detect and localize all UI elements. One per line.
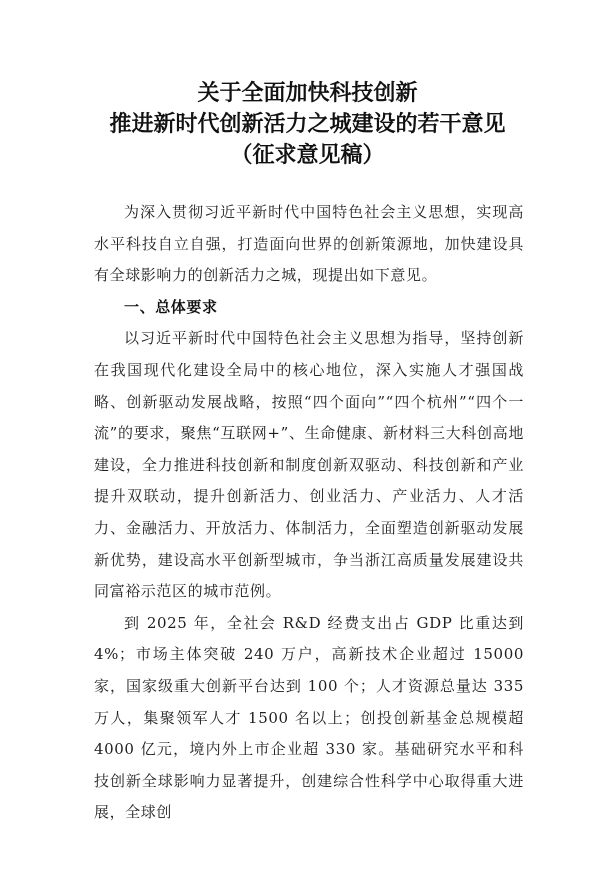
document-title	[0, 78, 615, 171]
title-line-1: 关于全面加快科技创新	[197, 80, 418, 106]
title-line-2: 推进新时代创新活力之城建设的若干意见	[109, 111, 506, 137]
section-heading: 一、总体要求	[124, 297, 218, 316]
title-line-3: （征求意见稿）	[230, 142, 385, 168]
document-body	[94, 197, 524, 829]
intro-paragraph: 为深入贯彻习近平新时代中国特色社会主义思想，实现高水平科技自立自强，打造面向世界的创新策源地，加快建设具有全球影响力的创新活力之城，现提出如下意见。	[94, 203, 524, 285]
section-paragraph-2: 到 2025 年，全社会 R&D 经费支出占 GDP 比重达到 4%；市场主体突破 240 万户，高新技术企业超过 15000 家，国家级重大创新平台达到 100 个；人才资源总量达 335 万人，集聚领军人才 1500 名以上；创投创新基金总规模超 4000 亿元，境内外上市企业超 330 家。基础研究水平和科技创新全球影响力显著提升，创建综合性科学中心取得重大进展，全球创	[94, 613, 524, 822]
section-paragraph-1: 以习近平新时代中国特色社会主义思想为指导，坚持创新在我国现代化建设全局中的核心地位，深入实施人才强国战略、创新驱动发展战略，按照“四个面向”“四个杭州”“四个一流”的要求，聚焦“互联网+”、生命健康、新材料三大科创高地建设，全力推进科技创新和制度创新双驱动、科技创新和产业提升双联动，提升创新活力、创业活力、产业活力、人才活力、金融活力、开放活力、体制活力，全面塑造创新驱动发展新优势，建设高水平创新型城市，争当浙江高质量发展建设共同富裕示范区的城市范例。	[94, 329, 524, 601]
